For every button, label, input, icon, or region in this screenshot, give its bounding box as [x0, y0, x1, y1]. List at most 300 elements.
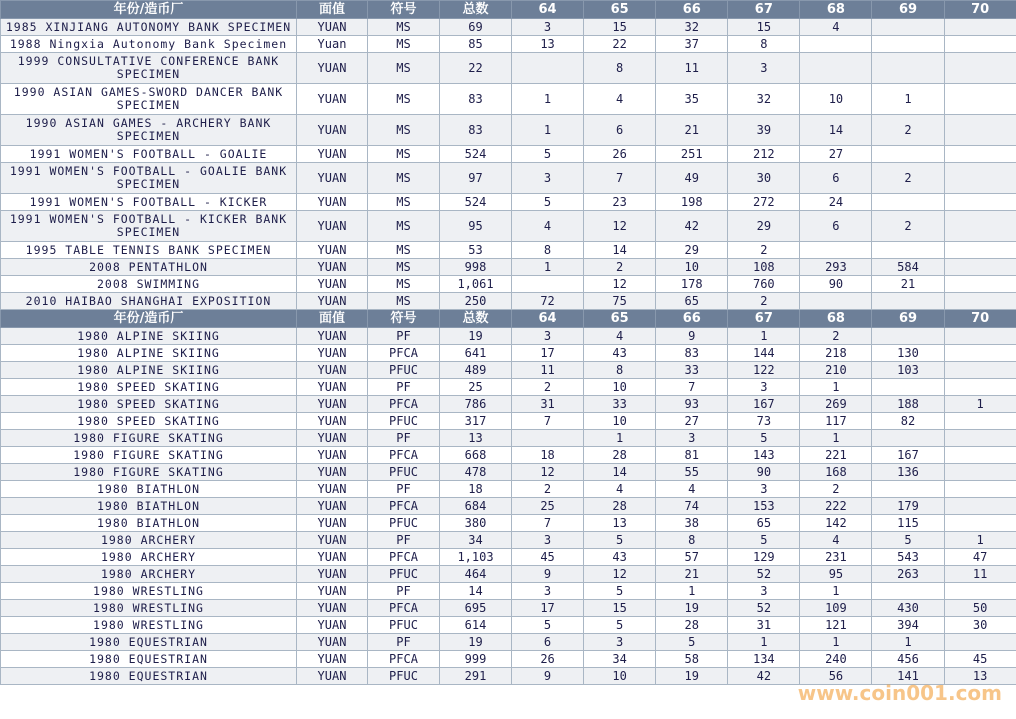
symbol-cell: PF — [368, 379, 440, 396]
denomination-cell: YUAN — [297, 146, 368, 163]
coin-name-cell: 1980 WRESTLING — [1, 617, 297, 634]
header-row — [1, 310, 1016, 328]
table-row[interactable] — [1, 566, 1016, 583]
column-header: 69 — [872, 1, 944, 19]
denomination-cell: YUAN — [297, 242, 368, 259]
grade-count-cell: 134 — [728, 651, 800, 668]
grade-count-cell: 12 — [584, 276, 656, 293]
total-cell: 34 — [440, 532, 512, 549]
denomination-cell: YUAN — [297, 276, 368, 293]
denomination-cell: YUAN — [297, 668, 368, 685]
total-cell: 19 — [440, 328, 512, 345]
symbol-cell: MS — [368, 194, 440, 211]
table-row[interactable] — [1, 84, 1016, 115]
grade-count-cell — [944, 345, 1016, 362]
grade-count-cell — [944, 293, 1016, 310]
symbol-cell: PFUC — [368, 464, 440, 481]
table-row[interactable] — [1, 600, 1016, 617]
coin-name-cell: 1980 EQUESTRIAN — [1, 668, 297, 685]
grade-count-cell: 29 — [728, 211, 800, 242]
grade-count-cell: 8 — [512, 242, 584, 259]
coin-name-cell: 1985 XINJIANG AUTONOMY BANK SPECIMEN — [1, 19, 297, 36]
denomination-cell: YUAN — [297, 617, 368, 634]
symbol-cell: MS — [368, 146, 440, 163]
grade-count-cell — [872, 53, 944, 84]
total-cell: 489 — [440, 362, 512, 379]
table-row[interactable] — [1, 532, 1016, 549]
denomination-cell: YUAN — [297, 328, 368, 345]
table-row[interactable] — [1, 259, 1016, 276]
grade-count-cell — [944, 36, 1016, 53]
table-row[interactable] — [1, 447, 1016, 464]
table-row[interactable] — [1, 345, 1016, 362]
grade-count-cell — [512, 430, 584, 447]
grade-count-cell: 90 — [728, 464, 800, 481]
coin-name-cell: 1980 ARCHERY — [1, 566, 297, 583]
denomination-cell: YUAN — [297, 600, 368, 617]
symbol-cell: PF — [368, 583, 440, 600]
grade-count-cell: 760 — [728, 276, 800, 293]
grade-count-cell: 141 — [872, 668, 944, 685]
table-row[interactable] — [1, 194, 1016, 211]
coin-name-cell: 1980 SPEED SKATING — [1, 396, 297, 413]
grade-count-cell: 188 — [872, 396, 944, 413]
table-row[interactable] — [1, 115, 1016, 146]
grade-count-cell: 109 — [800, 600, 872, 617]
coin-name-cell: 1980 ALPINE SKIING — [1, 328, 297, 345]
grade-count-cell: 39 — [728, 115, 800, 146]
grade-count-cell: 394 — [872, 617, 944, 634]
column-header: 面值 — [297, 310, 368, 328]
grade-count-cell: 1 — [872, 84, 944, 115]
table-row[interactable] — [1, 53, 1016, 84]
coin-name-cell: 1990 ASIAN GAMES - ARCHERY BANK SPECIMEN — [1, 115, 297, 146]
total-cell: 22 — [440, 53, 512, 84]
denomination-cell: YUAN — [297, 53, 368, 84]
table-row[interactable] — [1, 634, 1016, 651]
grade-count-cell: 3 — [512, 583, 584, 600]
grade-count-cell: 24 — [800, 194, 872, 211]
total-cell: 25 — [440, 379, 512, 396]
denomination-cell: YUAN — [297, 194, 368, 211]
grade-count-cell: 22 — [584, 36, 656, 53]
grade-count-cell: 144 — [728, 345, 800, 362]
grade-count-cell: 9 — [512, 668, 584, 685]
grade-count-cell — [944, 115, 1016, 146]
table-row[interactable] — [1, 362, 1016, 379]
grade-count-cell: 42 — [656, 211, 728, 242]
grade-count-cell: 43 — [584, 549, 656, 566]
symbol-cell: PFUC — [368, 413, 440, 430]
table-row[interactable] — [1, 498, 1016, 515]
grade-count-cell: 108 — [728, 259, 800, 276]
symbol-cell: PFUC — [368, 617, 440, 634]
column-header: 64 — [512, 310, 584, 328]
table-row[interactable] — [1, 549, 1016, 566]
coin-name-cell: 1980 FIGURE SKATING — [1, 430, 297, 447]
table-row[interactable] — [1, 276, 1016, 293]
grade-count-cell: 55 — [656, 464, 728, 481]
table-row[interactable] — [1, 396, 1016, 413]
table-row[interactable] — [1, 413, 1016, 430]
coin-name-cell: 1980 EQUESTRIAN — [1, 651, 297, 668]
grade-count-cell: 1 — [512, 259, 584, 276]
grade-count-cell: 31 — [728, 617, 800, 634]
grade-count-cell: 153 — [728, 498, 800, 515]
grade-count-cell: 28 — [584, 498, 656, 515]
grade-count-cell: 103 — [872, 362, 944, 379]
total-cell: 13 — [440, 430, 512, 447]
column-header: 符号 — [368, 1, 440, 19]
coin-name-cell: 1980 ALPINE SKIING — [1, 345, 297, 362]
grade-count-cell — [944, 328, 1016, 345]
column-header: 66 — [656, 1, 728, 19]
grade-count-cell: 272 — [728, 194, 800, 211]
coin-name-cell: 1980 EQUESTRIAN — [1, 634, 297, 651]
grade-count-cell — [512, 53, 584, 84]
grade-count-cell: 21 — [872, 276, 944, 293]
grade-count-cell: 83 — [656, 345, 728, 362]
total-cell: 999 — [440, 651, 512, 668]
column-header: 68 — [800, 310, 872, 328]
grade-count-cell: 4 — [512, 211, 584, 242]
grade-count-cell — [800, 293, 872, 310]
denomination-cell: YUAN — [297, 19, 368, 36]
grade-count-cell: 1 — [800, 430, 872, 447]
grade-count-cell: 21 — [656, 115, 728, 146]
grade-count-cell — [944, 498, 1016, 515]
grade-count-cell — [944, 194, 1016, 211]
grade-count-cell — [872, 328, 944, 345]
table-row[interactable] — [1, 481, 1016, 498]
symbol-cell: PFCA — [368, 447, 440, 464]
grade-count-cell: 4 — [584, 481, 656, 498]
grade-count-cell — [944, 379, 1016, 396]
grade-count-cell: 117 — [800, 413, 872, 430]
grade-count-cell: 21 — [656, 566, 728, 583]
grade-count-cell: 73 — [728, 413, 800, 430]
column-header: 总数 — [440, 310, 512, 328]
column-header: 64 — [512, 1, 584, 19]
symbol-cell: MS — [368, 163, 440, 194]
total-cell: 641 — [440, 345, 512, 362]
grade-count-cell: 57 — [656, 549, 728, 566]
grade-count-cell: 93 — [656, 396, 728, 413]
total-cell: 18 — [440, 481, 512, 498]
table-row[interactable] — [1, 242, 1016, 259]
total-cell: 1,103 — [440, 549, 512, 566]
table-row[interactable] — [1, 668, 1016, 685]
grade-count-cell: 12 — [512, 464, 584, 481]
grade-count-cell: 32 — [656, 19, 728, 36]
grade-count-cell: 6 — [512, 634, 584, 651]
symbol-cell: PFCA — [368, 549, 440, 566]
grade-count-cell: 2 — [512, 379, 584, 396]
symbol-cell: PFUC — [368, 566, 440, 583]
symbol-cell: MS — [368, 115, 440, 146]
grade-count-cell: 167 — [872, 447, 944, 464]
symbol-cell: PFCA — [368, 345, 440, 362]
table-row[interactable] — [1, 328, 1016, 345]
total-cell: 53 — [440, 242, 512, 259]
header-row — [1, 1, 1016, 19]
column-header: 67 — [728, 310, 800, 328]
grade-count-cell: 2 — [872, 211, 944, 242]
column-header: 65 — [584, 1, 656, 19]
total-cell: 998 — [440, 259, 512, 276]
column-header: 符号 — [368, 310, 440, 328]
grade-count-cell: 3 — [656, 430, 728, 447]
denomination-cell: Yuan — [297, 36, 368, 53]
coin-name-cell: 1980 SPEED SKATING — [1, 413, 297, 430]
grade-count-cell: 130 — [872, 345, 944, 362]
grade-count-cell: 52 — [728, 566, 800, 583]
total-cell: 668 — [440, 447, 512, 464]
grade-count-cell: 19 — [656, 668, 728, 685]
total-cell: 83 — [440, 84, 512, 115]
grade-count-cell: 5 — [872, 532, 944, 549]
grade-count-cell: 1 — [728, 634, 800, 651]
total-cell: 250 — [440, 293, 512, 310]
denomination-cell: YUAN — [297, 293, 368, 310]
grade-count-cell: 23 — [584, 194, 656, 211]
table-row[interactable] — [1, 293, 1016, 310]
grade-count-cell: 15 — [728, 19, 800, 36]
grade-count-cell — [944, 84, 1016, 115]
symbol-cell: PF — [368, 532, 440, 549]
denomination-cell: YUAN — [297, 362, 368, 379]
grade-count-cell — [944, 19, 1016, 36]
column-header: 66 — [656, 310, 728, 328]
total-cell: 1,061 — [440, 276, 512, 293]
grade-count-cell: 263 — [872, 566, 944, 583]
table-row[interactable] — [1, 430, 1016, 447]
total-cell: 524 — [440, 194, 512, 211]
grade-count-cell: 584 — [872, 259, 944, 276]
symbol-cell: PFUC — [368, 362, 440, 379]
grade-count-cell: 122 — [728, 362, 800, 379]
grade-count-cell: 129 — [728, 549, 800, 566]
symbol-cell: MS — [368, 242, 440, 259]
symbol-cell: MS — [368, 53, 440, 84]
grade-count-cell: 3 — [728, 583, 800, 600]
grade-count-cell: 4 — [800, 19, 872, 36]
grade-count-cell: 8 — [584, 362, 656, 379]
coin-name-cell: 1980 SPEED SKATING — [1, 379, 297, 396]
grade-count-cell: 45 — [512, 549, 584, 566]
grade-count-cell: 178 — [656, 276, 728, 293]
grade-count-cell: 5 — [584, 532, 656, 549]
grade-count-cell: 251 — [656, 146, 728, 163]
symbol-cell: PF — [368, 634, 440, 651]
coin-name-cell: 1991 WOMEN'S FOOTBALL - GOALIE BANK SPECIMEN — [1, 163, 297, 194]
grade-count-cell — [944, 242, 1016, 259]
denomination-cell: YUAN — [297, 447, 368, 464]
grade-count-cell — [872, 293, 944, 310]
symbol-cell: PFCA — [368, 396, 440, 413]
table-row[interactable] — [1, 19, 1016, 36]
total-cell: 524 — [440, 146, 512, 163]
total-cell: 614 — [440, 617, 512, 634]
grade-count-cell: 34 — [584, 651, 656, 668]
grade-count-cell: 2 — [728, 293, 800, 310]
denomination-cell: YUAN — [297, 634, 368, 651]
grade-count-cell: 33 — [656, 362, 728, 379]
grade-count-cell: 1 — [800, 634, 872, 651]
grade-count-cell: 81 — [656, 447, 728, 464]
grade-count-cell: 6 — [584, 115, 656, 146]
symbol-cell: PFCA — [368, 600, 440, 617]
coin-name-cell: 1991 WOMEN'S FOOTBALL - GOALIE — [1, 146, 297, 163]
grade-count-cell: 18 — [512, 447, 584, 464]
coin-name-cell: 1980 BIATHLON — [1, 481, 297, 498]
grade-count-cell: 10 — [584, 413, 656, 430]
grade-count-cell: 2 — [584, 259, 656, 276]
grade-count-cell — [944, 163, 1016, 194]
total-cell: 380 — [440, 515, 512, 532]
grade-count-cell: 32 — [728, 84, 800, 115]
symbol-cell: MS — [368, 211, 440, 242]
grade-count-cell: 11 — [512, 362, 584, 379]
grade-count-cell: 179 — [872, 498, 944, 515]
grade-count-cell: 7 — [656, 379, 728, 396]
total-cell: 684 — [440, 498, 512, 515]
grade-count-cell — [872, 242, 944, 259]
grade-count-cell: 136 — [872, 464, 944, 481]
coin-name-cell: 1980 WRESTLING — [1, 583, 297, 600]
grade-count-cell: 218 — [800, 345, 872, 362]
grade-count-cell — [872, 583, 944, 600]
grade-count-cell: 43 — [584, 345, 656, 362]
grade-count-cell — [944, 211, 1016, 242]
symbol-cell: MS — [368, 276, 440, 293]
grade-count-cell: 56 — [800, 668, 872, 685]
grade-count-cell: 17 — [512, 600, 584, 617]
table-row[interactable] — [1, 651, 1016, 668]
grade-count-cell: 38 — [656, 515, 728, 532]
grade-count-cell: 19 — [656, 600, 728, 617]
column-header: 年份/造币厂 — [1, 1, 297, 19]
coin-name-cell: 2008 SWIMMING — [1, 276, 297, 293]
grade-count-cell: 37 — [656, 36, 728, 53]
grade-count-cell: 168 — [800, 464, 872, 481]
grade-count-cell: 5 — [656, 634, 728, 651]
coin-name-cell: 1980 BIATHLON — [1, 515, 297, 532]
denomination-cell: YUAN — [297, 481, 368, 498]
grade-count-cell: 2 — [800, 481, 872, 498]
total-cell: 317 — [440, 413, 512, 430]
grade-count-cell: 14 — [584, 464, 656, 481]
coin-name-cell: 1980 FIGURE SKATING — [1, 447, 297, 464]
column-header: 67 — [728, 1, 800, 19]
grade-count-cell: 75 — [584, 293, 656, 310]
table-row[interactable] — [1, 464, 1016, 481]
denomination-cell: YUAN — [297, 583, 368, 600]
table-row[interactable] — [1, 583, 1016, 600]
coin-name-cell: 2008 PENTATHLON — [1, 259, 297, 276]
grade-count-cell: 10 — [584, 668, 656, 685]
total-cell: 95 — [440, 211, 512, 242]
grade-count-cell — [944, 362, 1016, 379]
table-row[interactable] — [1, 379, 1016, 396]
total-cell: 291 — [440, 668, 512, 685]
grade-count-cell: 2 — [728, 242, 800, 259]
grade-count-cell: 8 — [656, 532, 728, 549]
grade-count-cell: 212 — [728, 146, 800, 163]
coin-name-cell: 1988 Ningxia Autonomy Bank Specimen — [1, 36, 297, 53]
denomination-cell: YUAN — [297, 651, 368, 668]
grade-count-cell — [872, 481, 944, 498]
grade-count-cell: 50 — [944, 600, 1016, 617]
grade-count-cell: 231 — [800, 549, 872, 566]
denomination-cell: YUAN — [297, 84, 368, 115]
coin-name-cell: 1980 ALPINE SKIING — [1, 362, 297, 379]
grade-count-cell: 45 — [944, 651, 1016, 668]
total-cell: 19 — [440, 634, 512, 651]
column-header: 68 — [800, 1, 872, 19]
grade-count-cell: 1 — [800, 583, 872, 600]
grade-count-cell: 2 — [512, 481, 584, 498]
grade-count-cell: 52 — [728, 600, 800, 617]
table-row[interactable] — [1, 146, 1016, 163]
denomination-cell: YUAN — [297, 211, 368, 242]
column-header: 65 — [584, 310, 656, 328]
grade-count-cell: 293 — [800, 259, 872, 276]
grade-count-cell: 240 — [800, 651, 872, 668]
total-cell: 83 — [440, 115, 512, 146]
grade-count-cell: 3 — [728, 53, 800, 84]
grade-count-cell: 5 — [512, 194, 584, 211]
grade-count-cell: 14 — [584, 242, 656, 259]
symbol-cell: PFUC — [368, 668, 440, 685]
grade-count-cell: 167 — [728, 396, 800, 413]
total-cell: 85 — [440, 36, 512, 53]
grade-count-cell: 12 — [584, 211, 656, 242]
grade-count-cell — [944, 430, 1016, 447]
total-cell: 69 — [440, 19, 512, 36]
denomination-cell: YUAN — [297, 115, 368, 146]
coin-name-cell: 1995 TABLE TENNIS BANK SPECIMEN — [1, 242, 297, 259]
total-cell: 478 — [440, 464, 512, 481]
grade-count-cell: 5 — [512, 146, 584, 163]
grade-count-cell — [944, 447, 1016, 464]
grade-count-cell: 13 — [944, 668, 1016, 685]
grade-count-cell: 269 — [800, 396, 872, 413]
table-row[interactable] — [1, 515, 1016, 532]
table-row[interactable] — [1, 617, 1016, 634]
table-row[interactable] — [1, 36, 1016, 53]
grade-count-cell: 1 — [944, 396, 1016, 413]
table-row[interactable] — [1, 211, 1016, 242]
grade-count-cell: 42 — [728, 668, 800, 685]
denomination-cell: YUAN — [297, 379, 368, 396]
symbol-cell: PF — [368, 481, 440, 498]
grade-count-cell: 26 — [584, 146, 656, 163]
table-row[interactable] — [1, 163, 1016, 194]
grade-count-cell: 142 — [800, 515, 872, 532]
denomination-cell: YUAN — [297, 464, 368, 481]
grade-count-cell — [944, 146, 1016, 163]
grade-count-cell: 10 — [584, 379, 656, 396]
grade-count-cell — [944, 515, 1016, 532]
coin-name-cell: 1999 CONSULTATIVE CONFERENCE BANK SPECIMEN — [1, 53, 297, 84]
grade-count-cell: 3 — [728, 379, 800, 396]
column-header: 年份/造币厂 — [1, 310, 297, 328]
grade-count-cell: 6 — [800, 163, 872, 194]
watermark: www.coin001.com — [797, 681, 1002, 705]
grade-count-cell: 47 — [944, 549, 1016, 566]
grade-count-cell: 15 — [584, 19, 656, 36]
